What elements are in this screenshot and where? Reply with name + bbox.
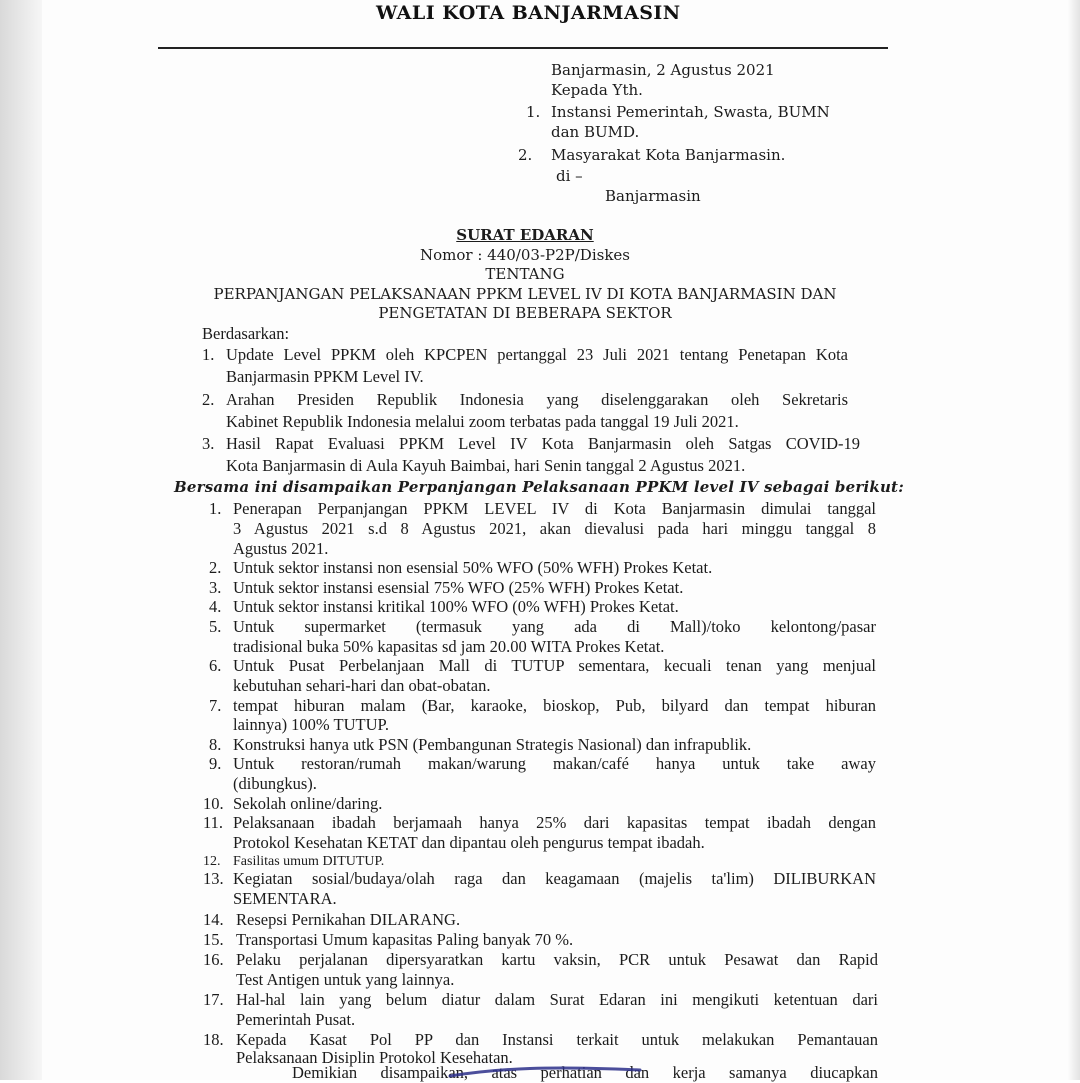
provision-number: 12. <box>203 854 221 869</box>
recipient-line: Instansi Pemerintah, Swasta, BUMN <box>551 103 830 121</box>
basis-line: Kabinet Republik Indonesia melalui zoom terbatas pada tanggal 19 Juli 2021. <box>226 412 739 431</box>
recipient-line: Masyarakat Kota Banjarmasin. <box>551 146 786 164</box>
basis-line: Kota Banjarmasin di Aula Kayuh Baimbai, hari Senin tanggal 2 Agustus 2021. <box>226 456 746 475</box>
basis-number: 2. <box>202 390 215 409</box>
basis-number: 1. <box>202 345 215 364</box>
destination-city: Banjarmasin <box>605 187 701 205</box>
kepada-label: Kepada Yth. <box>551 81 643 99</box>
provision-line: kebutuhan sehari-hari dan obat-obatan. <box>233 676 491 695</box>
provision-line: Pelaksanaan ibadah berjamaah hanya 25% dari kapasitas tempat ibadah dengan <box>233 813 876 832</box>
subject-line: PERPANJANGAN PELAKSANAAN PPKM LEVEL IV DI KOTA BANJARMASIN DAN <box>213 285 837 303</box>
provision-line: SEMENTARA. <box>233 889 337 908</box>
provision-number: 1. <box>209 499 222 518</box>
recipient-number: 1. <box>526 103 541 121</box>
recipient-line: dan BUMD. <box>551 123 640 141</box>
provision-line: Resepsi Pernikahan DILARANG. <box>236 910 461 929</box>
recipient-number: 2. <box>518 146 533 164</box>
provision-line: Pemerintah Pusat. <box>236 1010 356 1029</box>
provision-line: Fasilitas umum DITUTUP. <box>233 854 385 869</box>
provision-number: 17. <box>203 990 224 1009</box>
provision-number: 6. <box>209 656 222 675</box>
provision-line: Pelaku perjalanan dipersyaratkan kartu vaksin, PCR untuk Pesawat dan Rapid <box>236 950 878 969</box>
letter-type: SURAT EDARAN <box>456 226 594 244</box>
provision-number: 4. <box>209 597 222 616</box>
provisions-lead: Bersama ini disampaikan Perpanjangan Pelaksanaan PPKM level IV sebagai berikut: <box>174 478 904 496</box>
basis-line: Banjarmasin PPKM Level IV. <box>226 367 424 386</box>
provision-number: 8. <box>209 735 222 754</box>
provision-number: 2. <box>209 558 222 577</box>
provision-line: Untuk Pusat Perbelanjaan Mall di TUTUP sementara, kecuali tenan yang menjual <box>233 656 876 675</box>
provision-number: 7. <box>209 696 222 715</box>
page-left-shadow <box>0 0 42 1080</box>
provision-line: Agustus 2021. <box>233 539 329 558</box>
provision-number: 9. <box>209 754 222 773</box>
provision-line: Kepada Kasat Pol PP dan Instansi terkait untuk melakukan Pemantauan <box>236 1030 878 1049</box>
provision-line: tempat hiburan malam (Bar, karaoke, bioskop, Pub, bilyard dan tempat hiburan <box>233 696 876 715</box>
provision-line: Konstruksi hanya utk PSN (Pembangunan Strategis Nasional) dan infrapublik. <box>233 735 752 754</box>
provision-line: Pelaksanaan Disiplin Protokol Kesehatan. <box>236 1048 513 1067</box>
provision-line: tradisional buka 50% kapasitas sd jam 20.00 WITA Prokes Ketat. <box>233 637 665 656</box>
provision-number: 3. <box>209 578 222 597</box>
letterhead-title: WALI KOTA BANJARMASIN <box>376 2 681 24</box>
provision-line: Untuk sektor instansi non esensial 50% WFO (50% WFH) Prokes Ketat. <box>233 558 713 577</box>
provision-line: Kegiatan sosial/budaya/olah raga dan keagamaan (majelis ta'lim) DILIBURKAN <box>233 869 876 888</box>
provision-line: Untuk sektor instansi kritikal 100% WFO (0% WFH) Prokes Ketat. <box>233 597 679 616</box>
provision-line: Untuk restoran/rumah makan/warung makan/café hanya untuk take away <box>233 754 876 773</box>
provision-line: Protokol Kesehatan KETAT dan dipantau oleh pengurus tempat ibadah. <box>233 833 705 852</box>
provision-line: lainnya) 100% TUTUP. <box>233 715 389 734</box>
provision-line: (dibungkus). <box>233 774 317 793</box>
basis-line: Update Level PPKM oleh KPCPEN pertanggal 23 Juli 2021 tentang Penetapan Kota <box>226 345 848 364</box>
provision-line: Test Antigen untuk yang lainnya. <box>236 970 455 989</box>
di-label: di – <box>556 167 583 185</box>
tentang-label: TENTANG <box>485 265 565 283</box>
provision-number: 14. <box>203 910 224 929</box>
provision-line: Sekolah online/daring. <box>233 794 383 813</box>
provision-line: Transportasi Umum kapasitas Paling banyak 70 %. <box>236 930 574 949</box>
provision-line: Untuk sektor instansi esensial 75% WFO (25% WFH) Prokes Ketat. <box>233 578 684 597</box>
provision-number: 16. <box>203 950 224 969</box>
signature-stroke <box>440 1058 650 1080</box>
provision-line: 3 Agustus 2021 s.d 8 Agustus 2021, akan dievalusi pada hari minggu tanggal 8 <box>233 519 876 538</box>
basis-line: Hasil Rapat Evaluasi PPKM Level IV Kota Banjarmasin oleh Satgas COVID-19 <box>226 434 860 453</box>
provision-number: 5. <box>209 617 222 636</box>
provision-number: 18. <box>203 1030 224 1049</box>
provision-number: 10. <box>203 794 224 813</box>
subject-line: PENGETATAN DI BEBERAPA SEKTOR <box>378 304 672 322</box>
closing-sentence: Demikian disampaikan, atas perhatian dan kerja samanya diucapkan <box>292 1063 878 1082</box>
provision-line: Penerapan Perpanjangan PPKM LEVEL IV di Kota Banjarmasin dimulai tanggal <box>233 499 876 518</box>
basis-heading: Berdasarkan: <box>202 324 290 343</box>
provision-line: Untuk supermarket (termasuk yang ada di Mall)/toko kelontong/pasar <box>233 617 876 636</box>
letterhead-divider <box>158 47 888 49</box>
provision-number: 11. <box>203 813 224 832</box>
place-date: Banjarmasin, 2 Agustus 2021 <box>551 61 775 79</box>
provision-number: 13. <box>203 869 224 888</box>
basis-line: Arahan Presiden Republik Indonesia yang diselenggarakan oleh Sekretaris <box>226 390 848 409</box>
provision-line: Hal-hal lain yang belum diatur dalam Surat Edaran ini mengikuti ketentuan dari <box>236 990 878 1009</box>
basis-number: 3. <box>202 434 215 453</box>
provision-number: 15. <box>203 930 224 949</box>
letter-number: Nomor : 440/03-P2P/Diskes <box>420 246 630 264</box>
page-right-shadow <box>1068 0 1080 1080</box>
